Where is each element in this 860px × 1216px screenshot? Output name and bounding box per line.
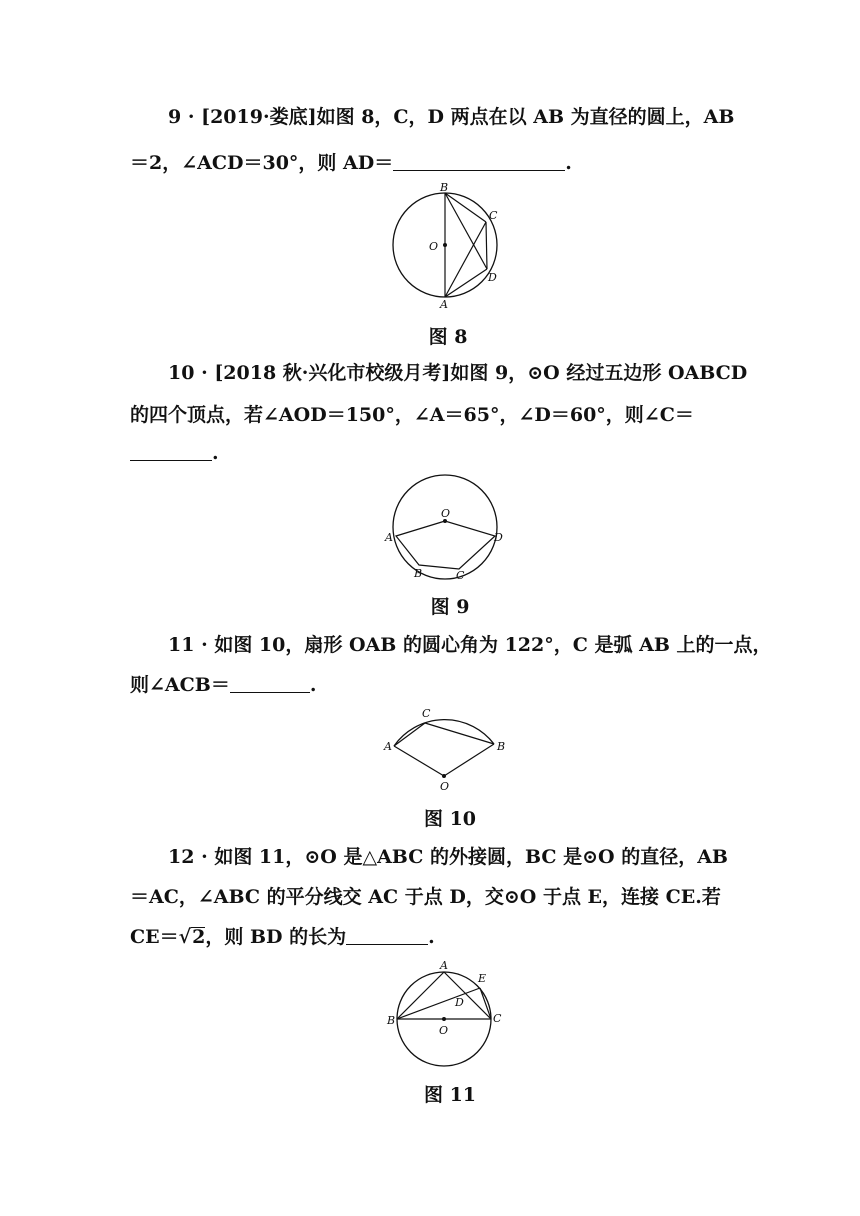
- answer-blank[interactable]: [130, 442, 212, 461]
- label-c: C: [493, 1012, 502, 1025]
- radius-oa: [394, 746, 444, 776]
- answer-blank[interactable]: [230, 674, 310, 693]
- sqrt-radicand: 2: [192, 926, 206, 948]
- problem-10-source: [2018 秋·兴化市校级月考]: [214, 362, 451, 384]
- problem-12-line-1: 12 · 如图 11，⊙O 是△ABC 的外接圆，BC 是⊙O 的直径，AB: [168, 846, 728, 868]
- circle: [393, 475, 497, 579]
- label-o: O: [439, 1024, 449, 1037]
- label-d: D: [488, 271, 497, 284]
- figure-9-caption: 图 9: [430, 596, 470, 618]
- label-a: A: [385, 531, 393, 544]
- problem-10-text-1: 如图 9，⊙O 经过五边形 OABCD: [450, 362, 748, 384]
- label-b: B: [497, 740, 506, 753]
- problem-12-line-3: [130, 924, 730, 950]
- segment-ab: [397, 972, 444, 1019]
- problem-9-text-1: 如图 8，C，D 两点在以 AB 为直径的圆上，AB: [316, 106, 735, 128]
- label-b: B: [414, 567, 423, 580]
- problem-12-end: .: [428, 926, 435, 948]
- problem-12-number: 12: [168, 846, 195, 868]
- label-d: D: [455, 996, 464, 1009]
- radius-ob: [444, 744, 494, 776]
- problem-9-line-2: [130, 150, 730, 176]
- problem-10-number: 10: [168, 362, 195, 384]
- segment-ec: [480, 988, 491, 1019]
- problem-10-line-3: [130, 440, 730, 466]
- problem-11-number: 11: [168, 634, 195, 656]
- problem-9-line-1: 9 · [2019·娄底]如图 8，C，D 两点在以 AB 为直径的圆上，AB: [168, 106, 735, 128]
- center-point: [442, 774, 446, 778]
- answer-blank[interactable]: [393, 152, 565, 171]
- label-a: A: [384, 740, 392, 753]
- center-point: [443, 243, 447, 247]
- label-b: B: [440, 181, 449, 194]
- problem-10-text-2: 的四个顶点，若∠AOD＝150°，∠A＝65°，∠D＝60°，则∠C＝: [130, 404, 694, 426]
- arc-ab: [394, 720, 494, 746]
- label-o: O: [441, 507, 451, 520]
- label-b: B: [387, 1014, 396, 1027]
- label-d: D: [494, 531, 503, 544]
- figure-11: [383, 958, 513, 1073]
- label-c: C: [489, 209, 498, 222]
- label-c: C: [422, 707, 431, 720]
- segment-be: [397, 988, 480, 1019]
- problem-12-line-2: [130, 884, 730, 910]
- problem-12-text-3-post: ，则 BD 的长为: [205, 926, 347, 948]
- problem-10-line-2: [130, 402, 730, 428]
- problem-11-line-2: [130, 672, 730, 698]
- problem-10-line-1: 10 · [2018 秋·兴化市校级月考]如图 9，⊙O 经过五边形 OABCD: [168, 362, 748, 384]
- problem-9-number: 9: [168, 106, 182, 128]
- label-a: A: [440, 959, 448, 972]
- problem-11-line-1: 11 · 如图 10，扇形 OAB 的圆心角为 122°，C 是弧 AB 上的一点，: [168, 634, 772, 656]
- figure-11-caption: 图 11: [423, 1084, 477, 1106]
- figure-9: [383, 470, 513, 585]
- problem-12-text-2: ＝AC，∠ABC 的平分线交 AC 于点 D，交⊙O 于点 E，连接 CE.若: [130, 886, 721, 908]
- figure-8: [385, 182, 505, 312]
- segment-ca: [445, 222, 486, 297]
- problem-10-end: .: [212, 442, 219, 464]
- problem-9-source: [2019·娄底]: [201, 106, 317, 128]
- label-c: C: [456, 569, 465, 582]
- label-a: A: [440, 298, 448, 311]
- answer-blank[interactable]: [346, 926, 428, 945]
- problem-12-text-1: 如图 11，⊙O 是△ABC 的外接圆，BC 是⊙O 的直径，AB: [214, 846, 728, 868]
- problem-11-end: .: [309, 674, 317, 696]
- segment-ac: [394, 723, 425, 746]
- problem-9-text-2: ＝2，∠ACD＝30°，则 AD＝: [130, 152, 394, 174]
- pentagon-oabcd: [396, 521, 495, 569]
- problem-11-text-1: 如图 10，扇形 OAB 的圆心角为 122°，C 是弧 AB 上的一点，: [214, 634, 772, 656]
- label-o: O: [429, 240, 439, 253]
- label-o: O: [440, 780, 450, 793]
- figure-10-caption: 图 10: [423, 808, 477, 830]
- figure-10: [382, 706, 512, 796]
- segment-cd: [486, 222, 487, 269]
- figure-8-caption: 图 8: [428, 326, 468, 348]
- problem-9-end: .: [565, 152, 572, 174]
- sqrt-sign: √: [178, 926, 192, 948]
- problem-11-text-2: 则∠ACB＝: [130, 674, 230, 696]
- center-point: [442, 1017, 446, 1021]
- problem-12-text-3-pre: CE＝: [130, 926, 179, 948]
- label-e: E: [478, 972, 487, 985]
